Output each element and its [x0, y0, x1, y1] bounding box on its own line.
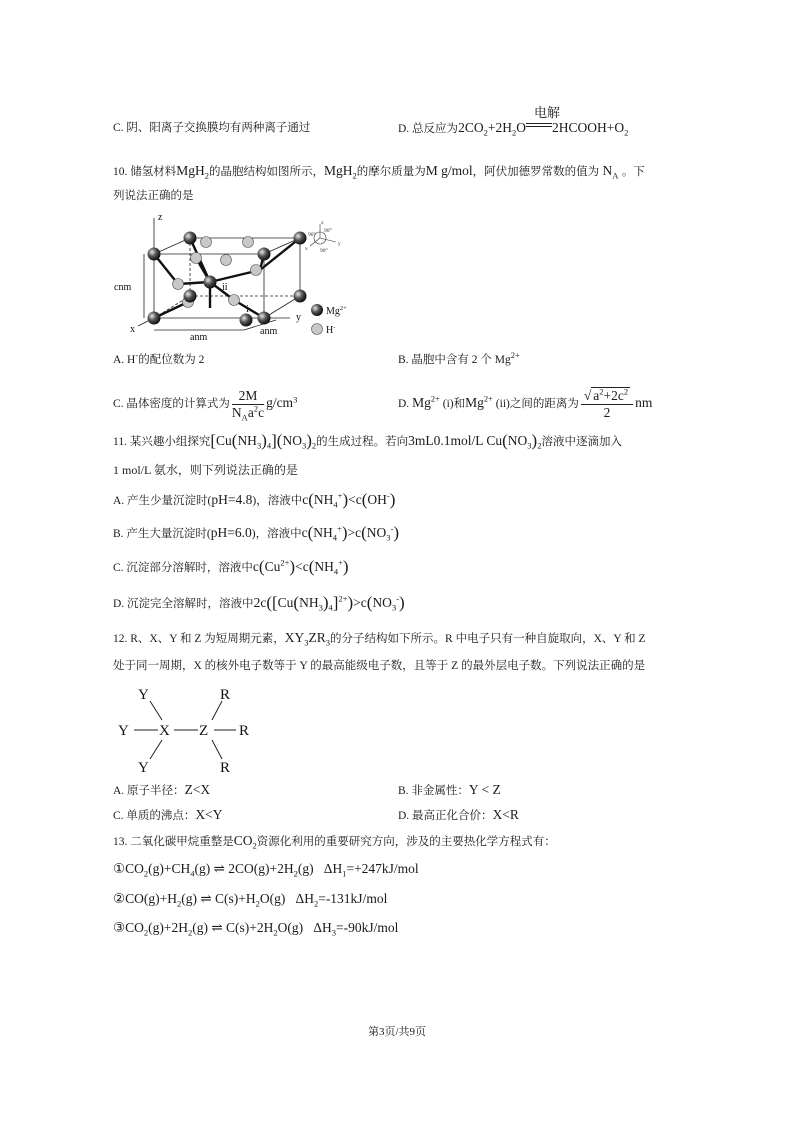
q13-eq3: $③CO_2(g)+2H_2(g)$ ⇌ $C(s)+2H_2O(g)$ $\Delta H_3=-90kJ$/mol	[113, 920, 399, 938]
q9-option-c: C. 阴、阳离子交换膜均有两种离子通过	[113, 122, 311, 134]
dim-c-label: cnm	[114, 282, 132, 293]
q11-opt-b-ph: pH=6.0	[210, 525, 252, 540]
q12-stem-line1: 12. R、X、Y 和 Z 为短周期元素，$XY_3ZR_3$的分子结构如下所示。R 中电子只有一种自旋取向，X、Y 和 Z	[113, 630, 646, 648]
legend-h: H-	[326, 324, 336, 336]
atom-ii-label: ii	[222, 282, 228, 293]
q12-opt-a-a: A. 原子半径：	[113, 785, 185, 797]
q10-stem-a: 10. 储氢材料	[113, 166, 177, 178]
atom-z: Z	[199, 723, 209, 739]
q10-stem-line1: 10. 储氢材料MgH$_2$的晶胞结构如图所示，MgH$_2$的摩尔质量为M g/mol，阿伏加德罗常数的值为 $N_A$ 。下	[113, 163, 645, 181]
page-footer: 第3页/共9页	[367, 1026, 427, 1038]
q10-option-d: D. $Mg^{2+}$ (i)和$Mg^{2+}$ (ii)之间的距离为 $\frac{√ a^2+2c^2}{2}$ nm	[398, 386, 653, 420]
q10-molar-mass: M g/mol	[425, 163, 473, 178]
atom-r-top: R	[220, 687, 231, 703]
q13-co2: CO	[233, 833, 253, 848]
q12-formula: XY	[284, 630, 305, 645]
q10-opt-a-rest: 的配位数为 2	[138, 354, 205, 366]
q11-opt-a-a: A. 产生少量沉淀时(	[113, 495, 212, 507]
q13-stem-b: 资源化利用的重要研究方向，涉及的主要热化学方程式有：	[256, 836, 556, 848]
q12-opt-b-a: B. 非金属性：	[398, 785, 469, 797]
atom-r-right: R	[239, 723, 250, 739]
q9-option-d-prefix: D. 总反应为	[398, 123, 459, 135]
distance-num-a: a	[593, 388, 600, 403]
distance-fraction: $\frac{√ a^2+2c^2}{2}$	[581, 388, 633, 421]
axis-z-label: z	[158, 212, 163, 223]
distance-denominator: 2	[603, 405, 611, 420]
inset-90c: 90°	[320, 248, 328, 254]
distance-num-c: +2c	[603, 388, 624, 403]
axis-x-label: x	[130, 324, 135, 335]
q11-opt-a-b: )，溶液中	[252, 495, 303, 507]
crystal-cell-figure	[110, 208, 370, 348]
q11-option-b: B. 产生大量沉淀时(pH=6.0)，溶液中$c(NH_4^+)>c(NO_3^-)$	[113, 523, 400, 543]
eq3-dh: =-90kJ/mol	[335, 920, 399, 935]
inset-x: x	[305, 246, 308, 252]
atom-i-label: i	[246, 304, 249, 315]
eq2-right: C(s)+H	[215, 891, 256, 906]
q12-stem-b: 的分子结构如下所示。R 中电子只有一种自旋取向，X、Y 和 Z	[330, 633, 646, 645]
q13-eq1: $①CO_2(g)+CH_4(g)$ ⇌ $2CO(g)+2H_2(g)$ $\Delta H_1=+247kJ$/mol	[113, 861, 419, 879]
q10-opt-d-ii: (ii)之间的距离为	[492, 398, 579, 411]
q12-opt-c-b: X<Y	[195, 807, 223, 822]
q10-option-a	[113, 350, 204, 370]
inset-90a: 90°	[308, 232, 316, 238]
q10-option-b	[398, 350, 520, 370]
density-numerator: 2M	[232, 388, 264, 405]
q10-avogadro: N	[602, 163, 613, 178]
atom-y-top: Y	[138, 687, 149, 703]
q10-option-c: C. 晶体密度的计算式为 $\frac{2M}{N_Aa^2c}$ $g/cm^3$	[113, 388, 298, 423]
q12-opt-a-b: Z<X	[184, 782, 211, 797]
q10-stem-e: 。下	[621, 166, 645, 178]
q12-options-ab	[0, 780, 794, 800]
q11-option-a: A. 产生少量沉淀时(pH=4.8)，溶液中$c(NH_4^+)<c(OH^-)$	[113, 490, 396, 510]
density-den-a: a	[247, 405, 254, 420]
eq1-left: CO	[125, 861, 144, 876]
q10-opt-b-text: B. 晶胞中含有 2 个 Mg	[398, 354, 511, 366]
q10-stem-b: 的晶胞结构如图所示，	[209, 166, 325, 178]
legend-mg: $Mg^{2+}$	[326, 305, 347, 317]
mg-i: Mg	[412, 395, 431, 411]
q10-stem-2: 列说法正确的是	[113, 190, 194, 202]
q11-stem-line1: 11. 某兴趣小组探究$[Cu(NH_3)_4](NO_3)_2$的生成过程。若向3mL0.1mol/L $Cu(NO_3)_2$溶液中逐滴加入	[113, 431, 622, 451]
q12-opt-b-b: Y < Z	[468, 782, 501, 797]
inset-y: y	[338, 241, 341, 247]
q11-opt-b-a: B. 产生大量沉淀时(	[113, 528, 211, 540]
atom-x: X	[159, 723, 170, 739]
q11-stem-c: 3mL0.1mol/L Cu	[408, 433, 503, 448]
q9-options-row	[0, 105, 794, 138]
q10-opt-d-i: (i)和	[439, 398, 466, 411]
q9-eq-right: 2HCOOH+O	[551, 120, 625, 135]
q12-opt-d-b: X<R	[492, 807, 519, 822]
q10-opt-b-sup: 2+	[510, 350, 520, 361]
axis-y-label: y	[296, 312, 301, 323]
q13-stem-a: 13. 二氧化碳甲烷重整是	[113, 836, 234, 848]
q11-opt-a-ph: pH=4.8	[211, 492, 253, 507]
q10-options-ab	[0, 350, 794, 370]
q13-stem: 13. 二氧化碳甲烷重整是$CO_2$资源化利用的重要研究方向，涉及的主要热化学方程式有：	[113, 833, 556, 851]
eq1-right: 2CO(g)+2H	[228, 861, 294, 876]
q11-opt-d-a: D. 沉淀完全溶解时，溶液中	[113, 598, 254, 610]
density-unit: g/cm	[266, 395, 294, 411]
q10-stem-d: ，阿伏加德罗常数的值为	[472, 166, 600, 178]
atom-y-bottom: Y	[138, 760, 149, 776]
q9-eq-left: 2CO	[458, 120, 484, 135]
q11-option-c: C. 沉淀部分溶解时，溶液中$c(Cu^{2+})<c(NH_4^+)$	[113, 557, 349, 577]
q10-options-cd	[0, 386, 794, 423]
q9-option-d: D. 总反应为$2CO_2+2H_2O$ 电解 $2HCOOH+O_2$	[398, 105, 629, 138]
q11-opt-c-a: C. 沉淀部分溶解时，溶液中	[113, 562, 253, 574]
q12-opt-d-a: D. 最高正化合价：	[398, 810, 493, 822]
density-den-sub: A	[241, 412, 248, 423]
inset-90b: 90°	[324, 228, 332, 234]
eq2-dh: =-131kJ/mol	[318, 891, 388, 906]
q10-opt-a-sup: -	[135, 350, 139, 361]
q11-stem-d: 溶液中逐滴加入	[541, 436, 622, 448]
q10-formula-1: MgH	[176, 163, 205, 178]
dim-a2-label: anm	[260, 326, 278, 337]
density-den-n: N	[231, 405, 242, 420]
q10-opt-c-prefix: C. 晶体密度的计算式为	[113, 398, 230, 411]
q11-option-d: D. 沉淀完全溶解时，溶液中$2c([Cu(NH_3)_4]^{2+})>c(NO_3^-)$	[113, 593, 405, 613]
density-fraction: $\frac{2M}{N_Aa^2c}$	[231, 388, 265, 423]
q10-formula-2: MgH	[324, 163, 353, 178]
mg-ii: Mg	[465, 395, 484, 411]
dim-a1-label: anm	[190, 332, 208, 343]
q9-eq-mid: +2H	[487, 120, 512, 135]
eq1-dh: =+247kJ/mol	[346, 861, 419, 876]
q11-opt-b-b: )，溶液中	[251, 528, 302, 540]
q12-stem-2: 处于同一周期，X 的核外电子数等于 Y 的最高能级电子数，且等于 Z 的最外层电子数。下列说法正确的是	[113, 660, 646, 672]
electrolysis-label: 电解	[533, 105, 560, 120]
q10-opt-d-a: D.	[398, 398, 413, 411]
q12-stem-line2	[0, 656, 794, 676]
atom-y-left: Y	[118, 723, 129, 739]
eq3-num: ③	[113, 920, 126, 935]
distance-unit: nm	[635, 395, 653, 411]
q10-opt-a-text: A. H	[113, 354, 136, 366]
inset-z: z	[321, 220, 324, 226]
q11-stem-2: 1 mol/L 氨水，则下列说法正确的是	[113, 463, 298, 477]
q11-stem-line2	[0, 460, 794, 480]
electrolysis-condition	[526, 105, 560, 132]
q11-stem-b: 的生成过程。若向	[316, 436, 409, 448]
q13-eq2: $②CO(g)+H_2(g)$ ⇌ $C(s)+H_2O(g)$ $\Delta H_2=-131kJ$/mol	[113, 891, 388, 909]
molecule-structure	[112, 682, 272, 777]
q11-stem-a: 11. 某兴趣小组探究	[113, 436, 211, 448]
q12-opt-c-a: C. 单质的沸点：	[113, 810, 196, 822]
density-den-c: c	[258, 405, 265, 420]
atom-r-bottom: R	[220, 760, 231, 776]
q10-stem-c: 的摩尔质量为	[356, 166, 426, 178]
eq1-num: ①	[113, 861, 126, 876]
eq3-right: C(s)+2H	[226, 920, 274, 935]
q12-options-cd	[0, 805, 794, 825]
q10-stem-line2	[0, 186, 794, 206]
eq2-num: ②	[113, 891, 126, 906]
q9-eq-mid2: O	[516, 120, 526, 135]
q12-stem-a: 12. R、X、Y 和 Z 为短周期元素，	[113, 633, 285, 645]
